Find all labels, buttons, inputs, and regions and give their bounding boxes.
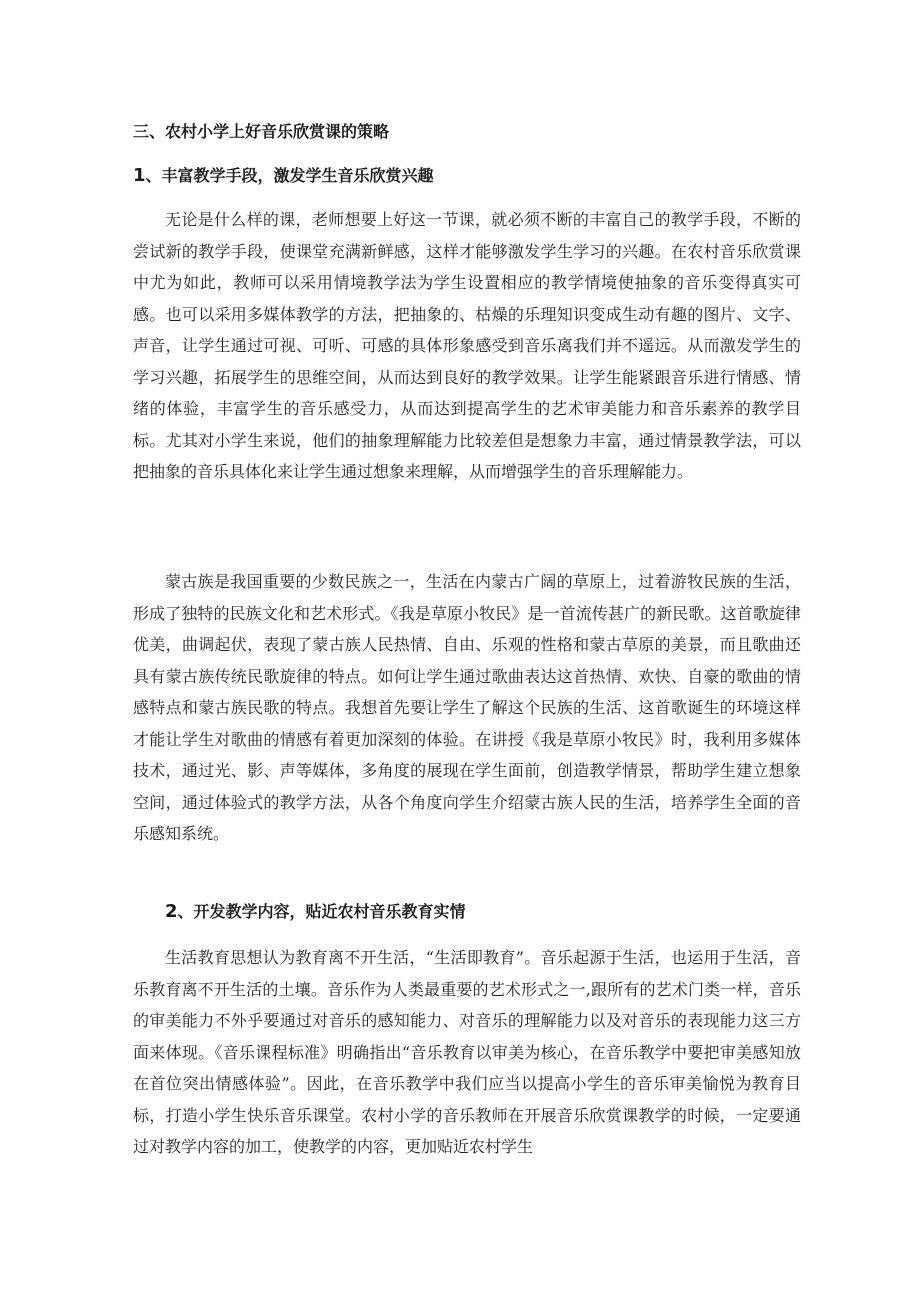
subsection-number-2: 2 xyxy=(165,901,178,922)
paragraph-1: 无论是什么样的课，老师想要上好这一节课，就必须不断的丰富自己的教学手段，不断的尝试新的教学手段，使课堂充满新鲜感，这样才能够激发学生学习的兴趣。在农村音乐欣赏课中尤为如此，教师可以采用情境教学法为学生设置相应的教学情境使抽象的音乐变得真实可感。也可以采用多媒体教学的方法，把抽象的、枯燥的乐理知识变成生动有趣的图片、文字、声音，让学生通过可视、可听、可感的具体形象感受到音乐离我们并不遥远。从而激发学生的学习兴趣，拓展学生的思维空间，从而达到良好的教学效果。让学生能紧跟音乐进行情感、情绪的体验，丰富学生的音乐感受力，从而达到提高学生的艺术审美能力和音乐素养的教学目标。尤其对小学生来说，他们的抽象理解能力比较差但是想象力丰富，通过情景教学法，可以把抽象的音乐具体化来让学生通过想象来理解，从而增强学生的音乐理解能力。 xyxy=(133,210,801,481)
subsection-heading-2 xyxy=(165,900,466,924)
subsection-number-1: 1 xyxy=(133,165,146,186)
subsection-heading-1 xyxy=(133,164,434,188)
subsection-title-2: 、开发教学内容，贴近农村音乐教育实情 xyxy=(177,902,466,921)
subsection-title-1: 、丰富教学手段，激发学生音乐欣赏兴趣 xyxy=(145,166,434,185)
section-heading: 三、农村小学上好音乐欣赏课的策略 xyxy=(133,122,390,141)
paragraph-2: 蒙古族是我国重要的少数民族之一，生活在内蒙古广阔的草原上，过着游牧民族的生活，形成了独特的民族文化和艺术形式。《我是草原小牧民》是一首流传甚广的新民歌。这首歌旋律优美，曲调起伏，表现了蒙古族人民热情、自由、乐观的性格和蒙古草原的美景，而且歌曲还具有蒙古族传统民歌旋律的特点。如何让学生通过歌曲表达这首热情、欢快、自豪的歌曲的情感特点和蒙古族民歌的特点。我想首先要让学生了解这个民族的生活、这首歌诞生的环境这样才能让学生对歌曲的情感有着更加深刻的体验。在讲授《我是草原小牧民》时，我利用多媒体技术，通过光、影、声等媒体，多角度的展现在学生面前，创造教学情景，帮助学生建立想象空间，通过体验式的教学方法，从各个角度向学生介绍蒙古族人民的生活，培养学生全面的音乐感知系统。 xyxy=(133,572,801,843)
paragraph-3: 生活教育思想认为教育离不开生活，“生活即教育”。音乐起源于生活，也运用于生活，音乐教育离不开生活的土壤。音乐作为人类最重要的艺术形式之一,跟所有的艺术门类一样，音乐的审美能力不外乎要通过对音乐的感知能力、对音乐的理解能力以及对音乐的表现能力这三方面来体现。《音乐课程标准》明确指出“音乐教育以审美为核心，在音乐教学中要把审美感知放在首位突出情感体验”。因此，在音乐教学中我们应当以提高小学生的音乐审美愉悦为教育目标，打造小学生快乐音乐课堂。农村小学的音乐教师在开展音乐欣赏课教学的时候，一定要通过对教学内容的加工，使教学的内容，更加贴近农村学生 xyxy=(133,948,801,1156)
